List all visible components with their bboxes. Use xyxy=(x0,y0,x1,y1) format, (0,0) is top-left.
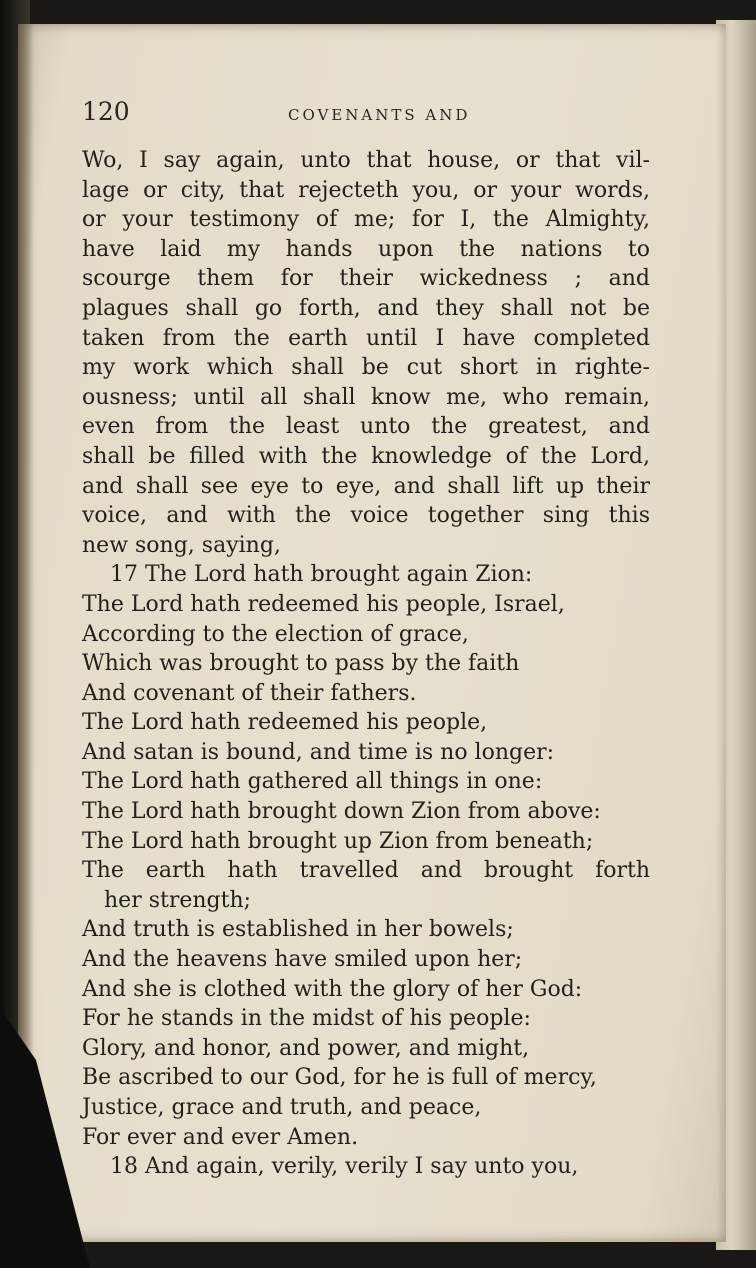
text-line: taken from the earth until I have completed xyxy=(82,325,650,351)
text-line: my work which shall be cut short in righte- xyxy=(82,355,650,381)
page-number: 120 xyxy=(82,97,130,126)
text-line: For ever and ever Amen. xyxy=(82,1124,359,1150)
text-line: voice, and with the voice together sing this xyxy=(82,503,650,529)
text-line: The Lord hath gathered all things in one: xyxy=(82,769,543,795)
text-line: or your testimony of me; for I, the Almighty, xyxy=(82,207,650,233)
body-text xyxy=(82,146,650,1182)
text-line: Justice, grace and truth, and peace, xyxy=(82,1095,482,1120)
text-line: lage or city, that rejecteth you, or your words, xyxy=(82,177,650,203)
text-line: even from the least unto the greatest, and xyxy=(82,414,650,440)
text-line: The Lord hath brought up Zion from beneath; xyxy=(82,828,594,854)
text-line: Be ascribed to our God, for he is full of mercy, xyxy=(82,1065,597,1091)
text-line: 17 The Lord hath brought again Zion: xyxy=(110,562,533,588)
running-title: COVENANTS AND xyxy=(288,106,471,124)
text-line: The Lord hath redeemed his people, Israel, xyxy=(82,591,565,617)
text-line: And satan is bound, and time is no longer: xyxy=(82,739,555,765)
text-line: Which was brought to pass by the faith xyxy=(82,651,520,677)
text-line: and shall see eye to eye, and shall lift up their xyxy=(82,473,650,499)
text-line: And she is clothed with the glory of her God: xyxy=(82,976,583,1002)
text-line: ousness; until all shall know me, who remain, xyxy=(82,384,650,410)
text-line: new song, saying, xyxy=(82,532,281,558)
text-line: For he stands in the midst of his people: xyxy=(82,1006,531,1032)
text-line: And covenant of their fathers. xyxy=(82,680,417,706)
text-line: have laid my hands upon the nations to xyxy=(82,236,650,262)
text-line: According to the election of grace, xyxy=(82,621,469,647)
text-line: The earth hath travelled and brought forth xyxy=(82,858,650,884)
text-line: Glory, and honor, and power, and might, xyxy=(82,1035,530,1061)
running-head xyxy=(82,94,642,130)
text-line: 18 And again, verily, verily I say unto you, xyxy=(110,1154,579,1180)
text-line: And truth is established in her bowels; xyxy=(82,917,514,943)
text-line: her strength; xyxy=(104,887,252,913)
text-line: Wo, I say again, unto that house, or that vil- xyxy=(82,148,650,173)
text-line: The Lord hath redeemed his people, xyxy=(82,710,488,736)
text-line: And the heavens have smiled upon her; xyxy=(82,947,523,973)
text-line: scourge them for their wickedness ; and xyxy=(82,266,650,292)
text-line: The Lord hath brought down Zion from above: xyxy=(82,799,601,825)
text-line: plagues shall go forth, and they shall not be xyxy=(82,295,650,321)
text-line: shall be filled with the knowledge of the Lord, xyxy=(82,443,650,469)
